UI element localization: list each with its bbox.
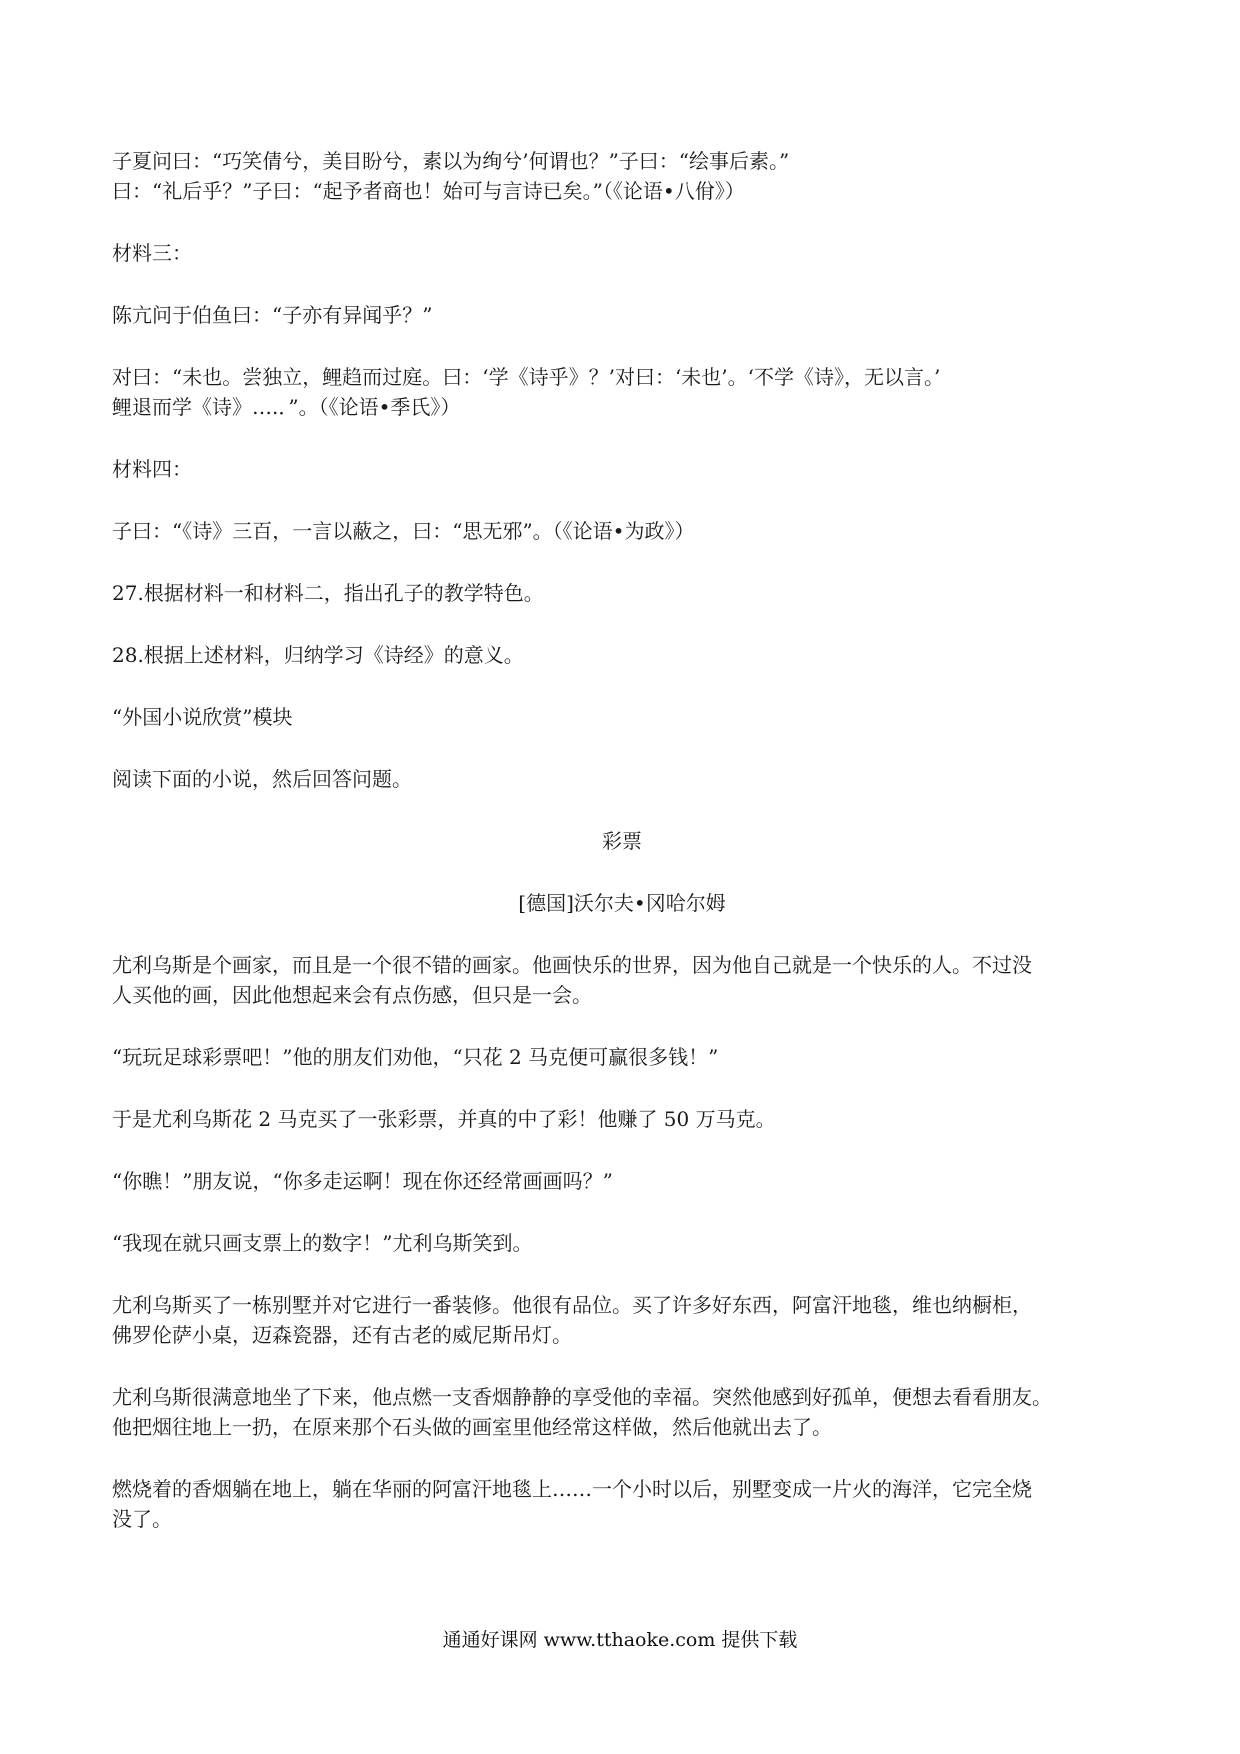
- material3-heading: 材料三：: [112, 241, 192, 265]
- question-27: 27.根据材料一和材料二，指出孔子的教学特色。: [112, 581, 544, 605]
- story-p6-line-1: 尤利乌斯买了一栋别墅并对它进行一番装修。他很有品位。买了许多好东西，阿富汗地毯，维也纳橱柜，: [112, 1293, 1032, 1317]
- question-28: 28.根据上述材料，归纳学习《诗经》的意义。: [112, 643, 524, 667]
- story-p5: “我现在就只画支票上的数字！”尤利乌斯笑到。: [112, 1231, 533, 1255]
- material3-para-1: 陈亢问于伯鱼曰：“子亦有异闻乎？”: [112, 303, 433, 327]
- material3-para-2-line-2: 鲤退而学《诗》….．”。（《论语•季氏》）: [112, 395, 461, 419]
- story-p7-line-1: 尤利乌斯很满意地坐了下来，他点燃一支香烟静静的享受他的幸福。突然他感到好孤单，便想去看看朋友。: [112, 1385, 1052, 1409]
- page-footer: 通通好课网 www.tthaoke.com 提供下载: [442, 1629, 798, 1651]
- story-p3: 于是尤利乌斯花 2 马克买了一张彩票，并真的中了彩！他赚了 50 万马克。: [112, 1107, 776, 1131]
- story-p1-line-2: 人买他的画，因此他想起来会有点伤感，但只是一会。: [112, 983, 592, 1007]
- story-p1-line-1: 尤利乌斯是个画家，而且是一个很不错的画家。他画快乐的世界，因为他自己就是一个快乐的人。不过没: [112, 953, 1032, 977]
- material4-heading: 材料四：: [112, 457, 192, 481]
- story-p8-line-2: 没了。: [112, 1507, 172, 1531]
- module-instruction: 阅读下面的小说，然后回答问题。: [112, 767, 412, 791]
- document-body: [112, 146, 1132, 1534]
- story-p6-line-2: 佛罗伦萨小桌，迈森瓷器，还有古老的威尼斯吊灯。: [112, 1323, 572, 1347]
- material2-line-1: 子夏问曰：“巧笑倩兮，美目盼兮，素以为绚兮’何谓也？”子曰：“绘事后素。”: [112, 149, 790, 173]
- story-author: [德国]沃尔夫•冈哈尔姆: [518, 891, 726, 915]
- story-p4: “你瞧！”朋友说，“你多走运啊！现在你还经常画画吗？”: [112, 1169, 613, 1193]
- story-p7-line-2: 他把烟往地上一扔，在原来那个石头做的画室里他经常这样做，然后他就出去了。: [112, 1415, 832, 1439]
- story-p8-line-1: 燃烧着的香烟躺在地上，躺在华丽的阿富汗地毯上……一个小时以后，别墅变成一片火的海洋，它完全烧: [112, 1477, 1032, 1501]
- story-title: 彩票: [602, 829, 642, 853]
- story-p2: “玩玩足球彩票吧！”他的朋友们劝他，“只花 2 马克便可赢很多钱！”: [112, 1045, 719, 1069]
- module-title: “外国小说欣赏”模块: [112, 705, 293, 729]
- material2-line-2: 曰：“礼后乎？”子曰：“起予者商也！始可与言诗已矣。”（《论语•八佾》）: [112, 179, 745, 203]
- material4-para: 子曰：“《诗》三百，一言以蔽之，曰：“思无邪”。（《论语•为政》）: [112, 519, 695, 543]
- material3-para-2-line-1: 对曰：“未也。尝独立，鲤趋而过庭。曰：‘学《诗乎》？’对曰：‘未也’。‘不学《诗》，无以言。’: [112, 365, 941, 389]
